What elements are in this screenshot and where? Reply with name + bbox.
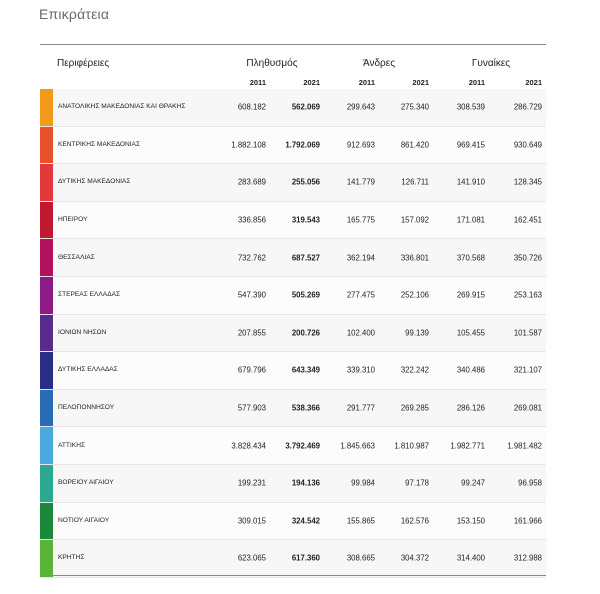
population-2011-cell: 336.856	[237, 215, 266, 225]
population-2021-cell: 255.056	[291, 177, 320, 187]
women-2021-cell: 269.081	[513, 403, 542, 413]
population-2021-cell: 562.069	[291, 102, 320, 112]
table-row	[40, 127, 546, 165]
table-row	[40, 315, 546, 353]
men-2021-cell: 252.106	[400, 290, 429, 300]
women-2011-cell: 308.539	[456, 102, 485, 112]
population-2021-cell: 324.542	[291, 516, 320, 526]
table-row	[40, 352, 546, 390]
population-2011-cell: 732.762	[237, 253, 266, 263]
men-2011-cell: 141.779	[346, 177, 375, 187]
region-color-swatch	[40, 503, 53, 540]
men-2021-cell: 336.801	[400, 253, 429, 263]
region-name: ΙΟΝΙΩΝ ΝΗΣΩΝ	[58, 328, 107, 336]
women-2011-cell: 269.915	[456, 290, 485, 300]
table-row	[40, 540, 546, 578]
women-2021-cell: 1.981.482	[507, 441, 542, 451]
women-2011-cell: 99.247	[461, 478, 485, 488]
men-2021-cell: 304.372	[400, 553, 429, 563]
region-name: ΚΕΝΤΡΙΚΗΣ ΜΑΚΕΔΟΝΙΑΣ	[58, 140, 141, 148]
men-2011-cell: 362.194	[346, 253, 375, 263]
header-population: Πληθυσμός	[246, 58, 298, 69]
regions-table	[40, 89, 546, 578]
region-name: ΚΡΗΤΗΣ	[58, 554, 85, 562]
population-2011-cell: 199.231	[237, 478, 266, 488]
table-row	[40, 465, 546, 503]
header-men-2011: 2011	[358, 78, 375, 87]
women-2021-cell: 161.966	[513, 516, 542, 526]
region-color-swatch	[40, 239, 53, 276]
population-2011-cell: 608.182	[237, 102, 266, 112]
men-2021-cell: 861.420	[400, 140, 429, 150]
men-2011-cell: 1.845.663	[340, 441, 375, 451]
women-2021-cell: 96.958	[518, 478, 542, 488]
men-2011-cell: 299.643	[346, 102, 375, 112]
population-2011-cell: 623.065	[237, 553, 266, 563]
population-2021-cell: 505.269	[291, 290, 320, 300]
table-row	[40, 89, 546, 127]
men-2021-cell: 157.092	[400, 215, 429, 225]
women-2021-cell: 321.107	[513, 365, 542, 375]
region-color-swatch	[40, 315, 53, 352]
women-2011-cell: 286.126	[456, 403, 485, 413]
header-population-2011: 2011	[249, 78, 266, 87]
region-color-swatch	[40, 465, 53, 502]
women-2021-cell: 286.729	[513, 102, 542, 112]
header-women-2011: 2011	[468, 78, 485, 87]
women-2021-cell: 312.988	[513, 553, 542, 563]
men-2011-cell: 339.310	[346, 365, 375, 375]
men-2021-cell: 1.810.987	[394, 441, 429, 451]
population-2011-cell: 679.796	[237, 365, 266, 375]
women-2021-cell: 253.163	[513, 290, 542, 300]
region-color-swatch	[40, 89, 53, 126]
population-2021-cell: 194.136	[291, 478, 320, 488]
region-name: ΣΤΕΡΕΑΣ ΕΛΛΑΔΑΣ	[58, 291, 121, 299]
region-name: ΠΕΛΟΠΟΝΝΗΣΟΥ	[58, 404, 115, 412]
region-color-swatch	[40, 127, 53, 164]
page-title: Επικράτεια	[39, 6, 110, 22]
region-name: ΔΥΤΙΚΗΣ ΜΑΚΕΔΟΝΙΑΣ	[58, 178, 131, 186]
women-2021-cell: 101.587	[513, 328, 542, 338]
women-2011-cell: 153.150	[456, 516, 485, 526]
men-2021-cell: 275.340	[400, 102, 429, 112]
men-2011-cell: 912.693	[346, 140, 375, 150]
women-2011-cell: 969.415	[456, 140, 485, 150]
table-row	[40, 390, 546, 428]
men-2021-cell: 99.139	[405, 328, 429, 338]
header-men-2021: 2021	[412, 78, 429, 87]
men-2021-cell: 162.576	[400, 516, 429, 526]
table-row	[40, 427, 546, 465]
women-2011-cell: 314.400	[456, 553, 485, 563]
region-name: ΗΠΕΙΡΟΥ	[58, 216, 88, 224]
population-2011-cell: 547.390	[237, 290, 266, 300]
men-2011-cell: 155.865	[346, 516, 375, 526]
men-2011-cell: 99.984	[351, 478, 375, 488]
region-color-swatch	[40, 277, 53, 314]
men-2011-cell: 308.665	[346, 553, 375, 563]
region-name: ΒΟΡΕΙΟΥ ΑΙΓΑΙΟΥ	[58, 479, 114, 487]
population-2021-cell: 200.726	[291, 328, 320, 338]
population-2021-cell: 1.792.069	[285, 140, 320, 150]
men-2011-cell: 165.775	[346, 215, 375, 225]
population-2021-cell: 319.543	[291, 215, 320, 225]
women-2021-cell: 162.451	[513, 215, 542, 225]
population-2011-cell: 3.828.434	[231, 441, 266, 451]
population-2021-cell: 687.527	[291, 253, 320, 263]
women-2021-cell: 350.726	[513, 253, 542, 263]
region-color-swatch	[40, 427, 53, 464]
men-2021-cell: 126.711	[401, 177, 429, 187]
region-name: ΝΟΤΙΟΥ ΑΙΓΑΙΟΥ	[58, 516, 110, 524]
table-row	[40, 277, 546, 315]
table-row	[40, 164, 546, 202]
table-row	[40, 202, 546, 240]
region-name: ΘΕΣΣΑΛΙΑΣ	[58, 253, 95, 261]
region-color-swatch	[40, 164, 53, 201]
header-women: Γυναίκες	[471, 58, 511, 69]
women-2011-cell: 171.081	[456, 215, 485, 225]
region-color-swatch	[40, 390, 53, 427]
header-population-2021: 2021	[303, 78, 320, 87]
table-row	[40, 503, 546, 541]
population-2011-cell: 309.015	[237, 516, 266, 526]
bottom-divider	[40, 575, 546, 576]
women-2011-cell: 1.982.771	[450, 441, 485, 451]
population-2011-cell: 1.882.108	[231, 140, 266, 150]
population-2021-cell: 3.792.469	[285, 441, 320, 451]
population-2021-cell: 617.360	[291, 553, 320, 563]
region-color-swatch	[40, 352, 53, 389]
region-name: ΑΤΤΙΚΗΣ	[58, 441, 86, 449]
region-color-swatch	[40, 202, 53, 239]
region-name: ΑΝΑΤΟΛΙΚΗΣ ΜΑΚΕΔΟΝΙΑΣ ΚΑΙ ΘΡΑΚΗΣ	[58, 103, 186, 111]
header-men: Άνδρες	[362, 58, 396, 69]
population-2021-cell: 538.366	[291, 403, 320, 413]
women-2011-cell: 105.455	[456, 328, 485, 338]
women-2021-cell: 930.649	[513, 140, 542, 150]
top-divider	[40, 44, 546, 45]
men-2021-cell: 269.285	[400, 403, 429, 413]
header-women-2021: 2021	[525, 78, 542, 87]
women-2021-cell: 128.345	[513, 177, 542, 187]
men-2021-cell: 322.242	[400, 365, 429, 375]
women-2011-cell: 340.486	[456, 365, 485, 375]
header-regions: Περιφέρειες	[57, 58, 110, 69]
region-name: ΔΥΤΙΚΗΣ ΕΛΛΑΔΑΣ	[58, 366, 118, 374]
men-2021-cell: 97.178	[405, 478, 429, 488]
region-color-swatch	[40, 540, 53, 577]
women-2011-cell: 141.910	[456, 177, 485, 187]
men-2011-cell: 291.777	[346, 403, 375, 413]
men-2011-cell: 277.475	[346, 290, 375, 300]
women-2011-cell: 370.568	[456, 253, 485, 263]
population-2011-cell: 207.855	[237, 328, 266, 338]
population-2011-cell: 577.903	[237, 403, 266, 413]
men-2011-cell: 102.400	[346, 328, 375, 338]
table-row	[40, 239, 546, 277]
population-2011-cell: 283.689	[237, 177, 266, 187]
population-2021-cell: 643.349	[291, 365, 320, 375]
